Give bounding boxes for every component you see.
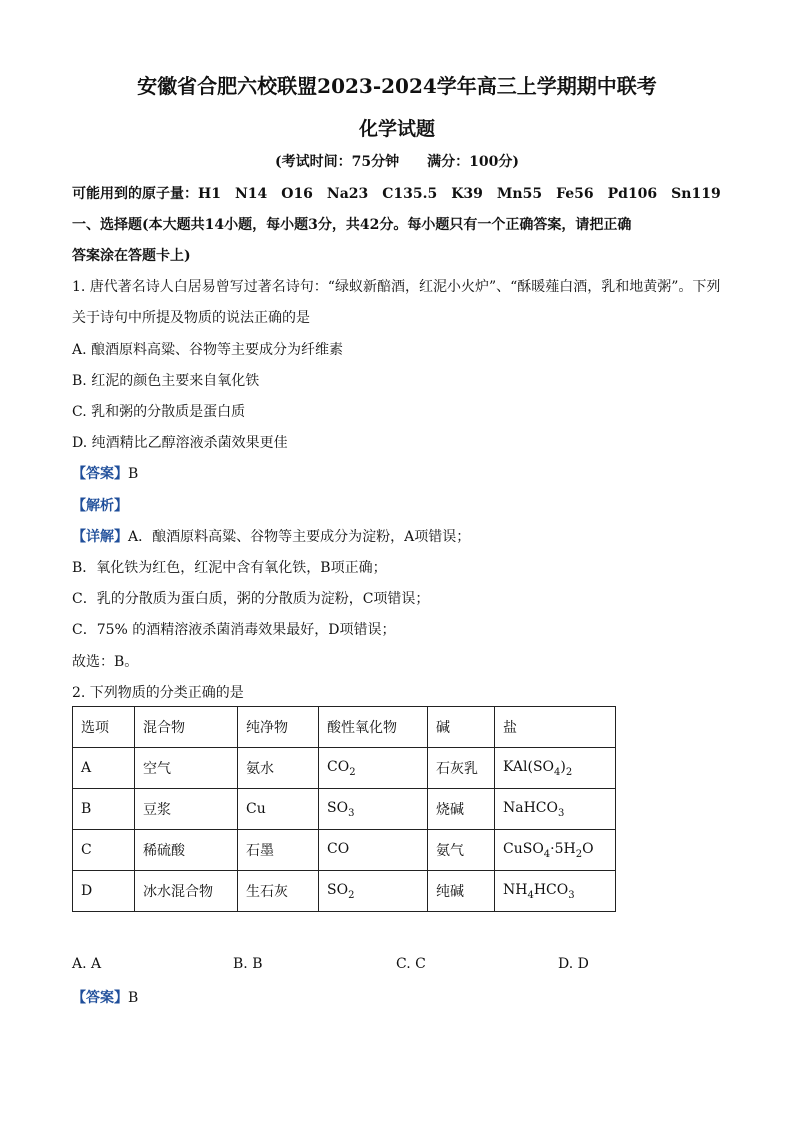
table-header-row (73, 707, 616, 748)
table-header-cell: 混合物 (135, 707, 238, 748)
section-heading-line2: 答案涂在答题卡上) (72, 248, 191, 264)
formula-sub: 3 (558, 807, 565, 819)
q1-answer (72, 463, 138, 483)
cell-option: B (73, 789, 135, 830)
cell-acidic-oxide (319, 789, 428, 830)
formula-part: HCO (533, 881, 569, 898)
answer-tag: 【答案】 (72, 466, 128, 482)
formula-main: CO (327, 758, 350, 775)
table-header-cell: 选项 (73, 707, 135, 748)
q1-option-c: C. 乳和粥的分散质是蛋白质 (72, 404, 246, 420)
formula-part: O (582, 840, 594, 857)
cell-pure: Cu (238, 789, 319, 830)
section-heading-line1: 一、选择题(本大题共14小题，每小题3分，共42分。每小题只有一个正确答案，请把正确 (72, 217, 632, 233)
q1-option-b: B. 红泥的颜色主要来自氧化铁 (72, 373, 260, 389)
cell-option: A (73, 748, 135, 789)
table-header-cell: 纯净物 (238, 707, 319, 748)
q1-conclusion: 故选：B。 (72, 654, 139, 670)
main-title: 安徽省合肥六校联盟2023-2024学年高三上学期期中联考 (137, 74, 657, 98)
detail-tag: 【详解】 (72, 529, 128, 545)
q2-choice-c: C. C (396, 956, 426, 972)
formula-sub: 2 (349, 766, 356, 778)
cell-acidic-oxide (319, 748, 428, 789)
cell-salt (495, 830, 616, 871)
cell-salt (495, 748, 616, 789)
cell-salt (495, 871, 616, 912)
cell-base: 氨气 (428, 830, 495, 871)
cell-base: 石灰乳 (428, 748, 495, 789)
answer-tag: 【答案】 (72, 990, 128, 1006)
table-row (73, 748, 616, 789)
q1-option-a: A. 酿酒原料高粱、谷物等主要成分为纤维素 (72, 342, 344, 358)
table-header-cell: 盐 (495, 707, 616, 748)
cell-pure: 生石灰 (238, 871, 319, 912)
formula-main: SO (327, 881, 349, 898)
atomic-masses: 可能用到的原子量：H1 N14 O16 Na23 C135.5 K39 Mn55 Fe56 Pd106 Sn119 (72, 186, 721, 202)
answer-value: B (128, 990, 139, 1006)
q1-detail-c: C．乳的分散质为蛋白质，粥的分散质为淀粉，C项错误； (72, 591, 430, 607)
cell-base: 纯碱 (428, 871, 495, 912)
formula-main: SO (327, 799, 349, 816)
cell-mixture: 冰水混合物 (135, 871, 238, 912)
q1-option-d: D. 纯酒精比乙醇溶液杀菌效果更佳 (72, 435, 288, 451)
formula-sub: 3 (568, 889, 575, 901)
formula-sub: 4 (527, 889, 534, 901)
q1-stem-line2: 关于诗句中所提及物质的说法正确的是 (72, 310, 310, 326)
q1-analysis (72, 495, 128, 515)
q1-stem-line1: 1. 唐代著名诗人白居易曾写过著名诗句：“绿蚁新醅酒，红泥小火炉”、“酥暖薤白酒，乳和地黄粥”。下列 (72, 279, 721, 295)
cell-acidic-oxide (319, 871, 428, 912)
analysis-tag: 【解析】 (72, 498, 128, 514)
q2-answer (72, 987, 138, 1007)
subject-title: 化学试题 (358, 118, 435, 140)
cell-mixture: 豆浆 (135, 789, 238, 830)
table-row (73, 830, 616, 871)
table-row (73, 789, 616, 830)
formula-sub: 2 (575, 848, 583, 860)
cell-base: 烧碱 (428, 789, 495, 830)
formula-sub: 2 (348, 889, 355, 901)
cell-mixture: 稀硫酸 (135, 830, 238, 871)
formula-part: NH (503, 881, 528, 898)
cell-pure: 氨水 (238, 748, 319, 789)
formula-sub: 4 (554, 766, 561, 778)
cell-pure: 石墨 (238, 830, 319, 871)
cell-option: C (73, 830, 135, 871)
formula-part: ·5H (550, 840, 576, 857)
detail-a-text: A．酿酒原料高粱、谷物等主要成分为淀粉，A项错误； (128, 529, 471, 545)
formula-sub: 4 (543, 848, 551, 860)
exam-info: (考试时间：75分钟 满分：100分) (275, 154, 519, 170)
q2-choice-b: B. B (233, 956, 263, 972)
cell-option: D (73, 871, 135, 912)
table-header-cell: 酸性氧化物 (319, 707, 428, 748)
q1-detail-b: B．氧化铁为红色，红泥中含有氧化铁，B项正确； (72, 560, 387, 576)
q1-detail-d: C．75% 的酒精溶液杀菌消毒效果最好，D项错误； (72, 622, 396, 638)
classification-table (72, 706, 616, 912)
q2-choice-a: A. A (72, 956, 102, 972)
table-header-cell: 碱 (428, 707, 495, 748)
formula-sub: 3 (348, 807, 355, 819)
table-row (73, 871, 616, 912)
cell-salt (495, 789, 616, 830)
formula-part: CuSO (503, 840, 544, 857)
formula-part: KAl(SO (503, 758, 555, 775)
cell-mixture: 空气 (135, 748, 238, 789)
answer-value: B (128, 466, 139, 482)
formula-part: NaHCO (503, 799, 558, 816)
q2-stem: 2. 下列物质的分类正确的是 (72, 685, 244, 701)
formula-main: CO (327, 840, 350, 857)
q1-detail-a (72, 526, 470, 546)
formula-part: ) (560, 758, 566, 775)
formula-sub: 2 (565, 766, 573, 778)
q2-choice-d: D. D (558, 956, 589, 972)
cell-acidic-oxide (319, 830, 428, 871)
